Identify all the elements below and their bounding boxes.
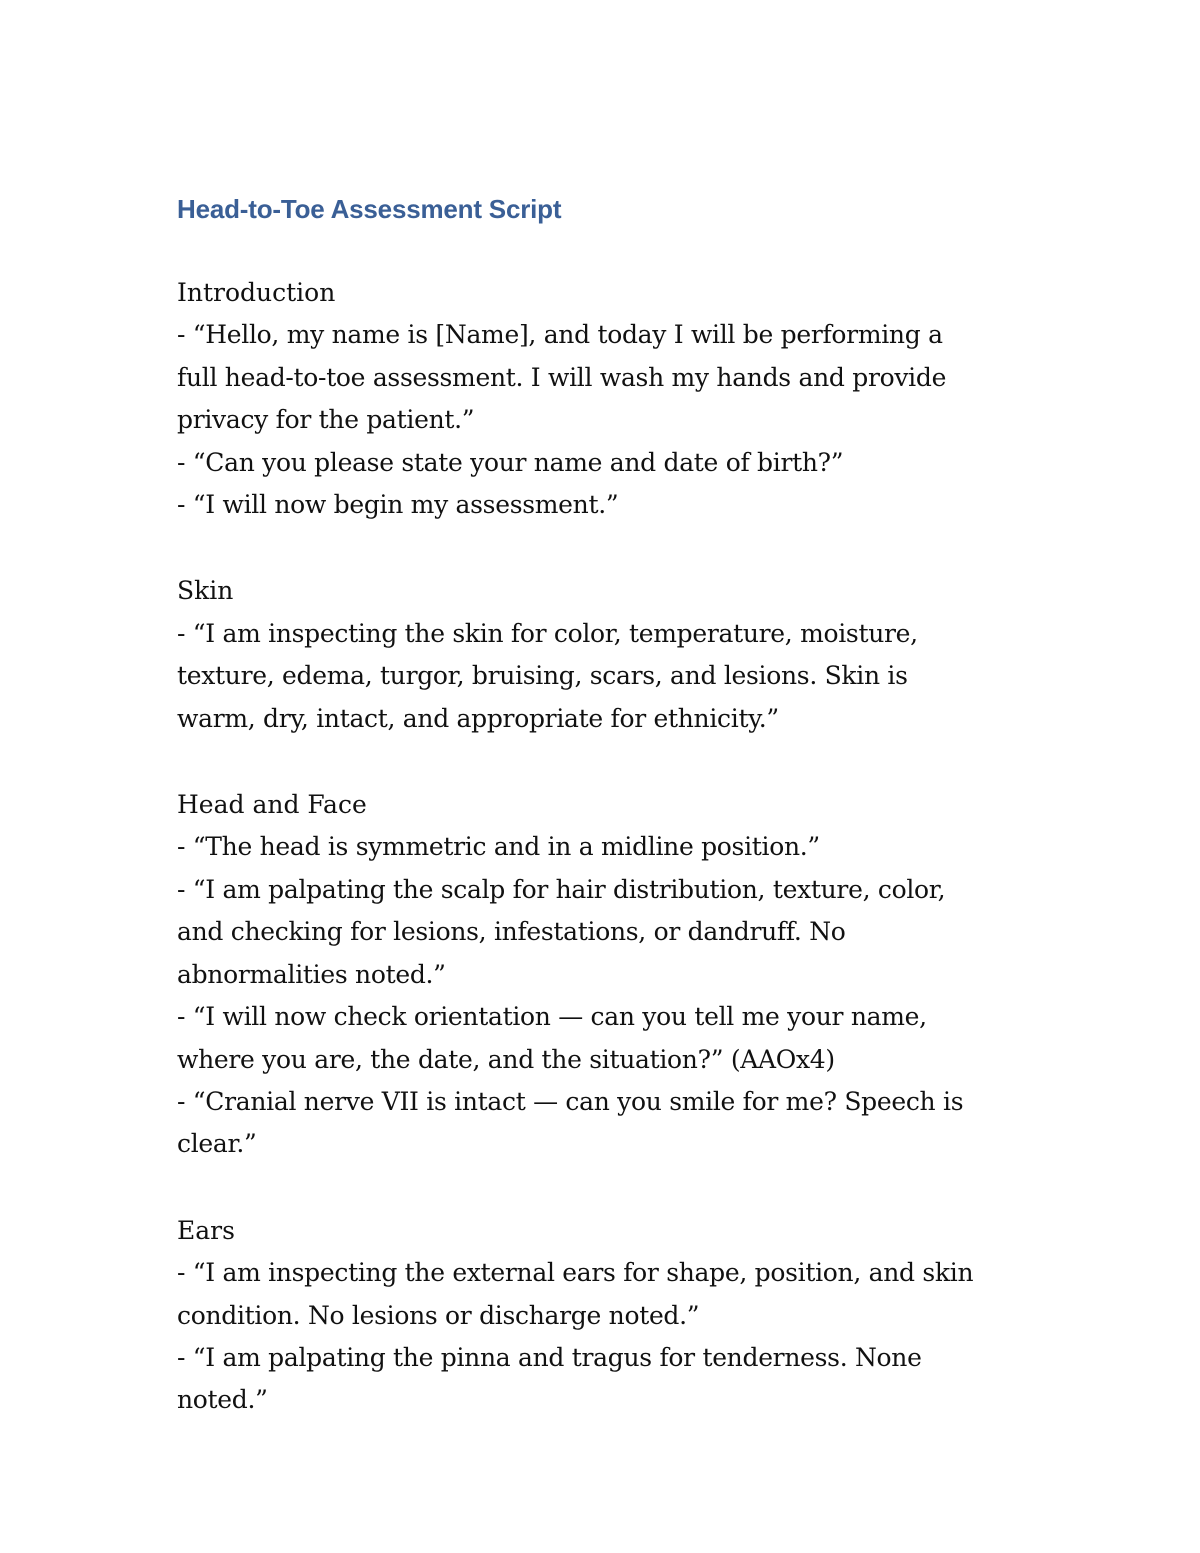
section-introduction: [177, 272, 1037, 526]
section-head-and-face: [177, 784, 1037, 1166]
text-line: - “I will now begin my assessment.”: [177, 490, 619, 520]
text-line: - “I am palpating the pinna and tragus for tenderness. None: [177, 1342, 922, 1372]
document-title: Head-to-Toe Assessment Script: [177, 194, 562, 224]
section-ears: [177, 1210, 1037, 1422]
text-line: - “Hello, my name is [Name], and today I will be performing a: [177, 320, 943, 350]
section-heading: Introduction: [177, 278, 336, 307]
section-heading: Skin: [177, 576, 234, 606]
text-line: noted.”: [177, 1385, 268, 1415]
text-line: - “I am inspecting the skin for color, temperature, moisture,: [177, 618, 918, 648]
section-heading: Ears: [177, 1215, 235, 1245]
text-line: privacy for the patient.”: [177, 405, 475, 435]
text-line: - “I am palpating the scalp for hair distribution, texture, color,: [177, 874, 946, 904]
text-line: condition. No lesions or discharge noted.”: [177, 1300, 700, 1330]
text-line: abnormalities noted.”: [177, 959, 446, 989]
text-line: - “I will now check orientation — can you tell me your name,: [177, 1002, 927, 1032]
text-line: texture, edema, turgor, bruising, scars, and lesions. Skin is: [177, 661, 908, 691]
section-skin: [177, 570, 1037, 740]
text-line: - “I am inspecting the external ears for shape, position, and skin: [177, 1258, 974, 1288]
section-heading: Head and Face: [177, 790, 367, 820]
text-line: where you are, the date, and the situation?” (AAOx4): [177, 1044, 835, 1074]
text-line: clear.”: [177, 1129, 257, 1159]
text-line: warm, dry, intact, and appropriate for ethnicity.”: [177, 703, 779, 733]
document-body: [177, 190, 1037, 1422]
text-line: - “The head is symmetric and in a midline position.”: [177, 832, 820, 862]
text-line: and checking for lesions, infestations, or dandruff. No: [177, 917, 846, 947]
text-line: - “Can you please state your name and date of birth?”: [177, 447, 844, 477]
text-line: - “Cranial nerve VII is intact — can you smile for me? Speech is: [177, 1086, 964, 1116]
text-line: full head-to-toe assessment. I will wash my hands and provide: [177, 362, 947, 392]
